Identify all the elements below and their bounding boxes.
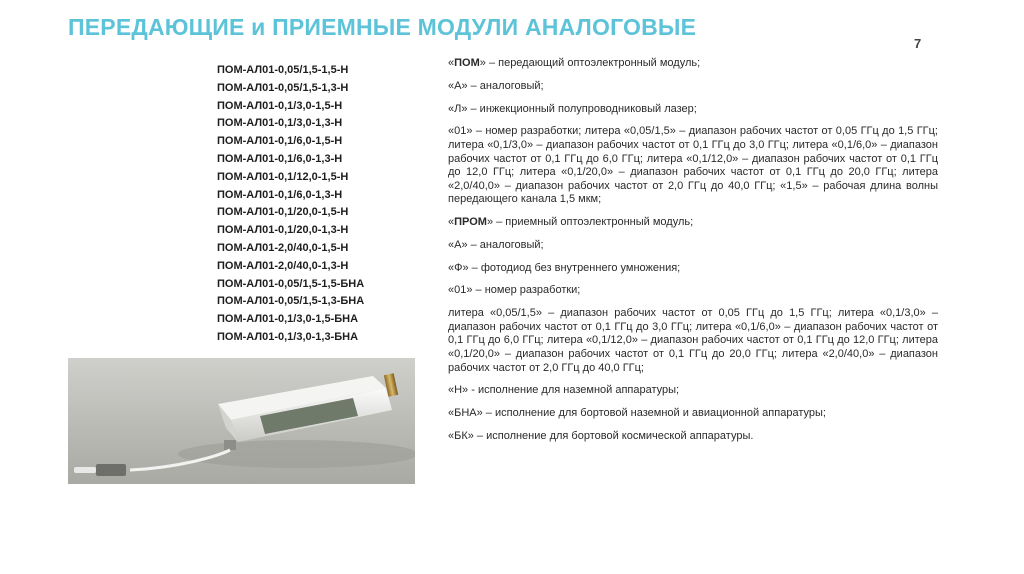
model-item: ПОМ-АЛ01-0,1/6,0-1,3-Н	[217, 152, 343, 165]
desc-litera: литера «0,05/1,5» – диапазон рабочих частот от 0,05 ГГц до 1,5 ГГц; литера «0,1/3,0» – диапазон рабочих частот от 0,1 ГГц до 3,0 ГГц; литера «0,1/6,0» – диапазон рабочих частот от 0,1 ГГц до 6,0 ГГц; литера «0,1/12,0» – диапазон рабочих частот от 0,1 ГГц до 12,0 ГГц; литера «0,1/20,0» – диапазон рабочих частот от 0,1 ГГц до 20,0 ГГц; литера «2,0/40,0» – диапазон рабочих частот от 2,0 ГГц до 40,0 ГГц;	[448, 307, 938, 374]
model-item: ПОМ-АЛ01-0,1/6,0-1,3-Н	[217, 188, 343, 201]
desc-prom-rest: » – приемный оптоэлектронный модуль;	[486, 216, 694, 229]
desc-prom-term: ПРОМ	[454, 216, 487, 229]
fiber-ferrule	[74, 467, 96, 473]
page-title: ПЕРЕДАЮЩИЕ и ПРИЕМНЫЕ МОДУЛИ АНАЛОГОВЫЕ	[68, 14, 697, 40]
fiber-connector	[96, 464, 126, 476]
desc-a-transmit: «А» – аналоговый;	[448, 79, 544, 92]
description-block	[448, 57, 938, 453]
desc-prom-open: «	[448, 216, 455, 229]
desc-bna: «БНА» – исполнение для бортовой наземной и авиационной аппаратуры;	[448, 407, 826, 420]
model-item: ПОМ-АЛ01-0,1/12,0-1,5-Н	[217, 170, 349, 183]
desc-prom	[448, 216, 938, 230]
desc-pom-term: ПОМ	[454, 57, 480, 69]
desc-h: «Н» - исполнение для наземной аппаратуры;	[448, 384, 680, 397]
desc-l: «Л» – инжекционный полупроводниковый лазер;	[448, 102, 697, 115]
model-item: ПОМ-АЛ01-0,1/6,0-1,5-Н	[217, 135, 343, 148]
model-item: ПОМ-АЛ01-2,0/40,0-1,3-Н	[217, 259, 349, 272]
page-number: 7	[914, 36, 922, 51]
desc-f: «Ф» – фотодиод без внутреннего умножения;	[448, 261, 681, 274]
model-item: ПОМ-АЛ01-0,1/3,0-1,3-БНА	[217, 330, 359, 343]
desc-pom	[448, 57, 938, 71]
model-item: ПОМ-АЛ01-0,1/3,0-1,5-Н	[217, 99, 343, 112]
model-list	[217, 62, 364, 347]
module-photo	[68, 358, 415, 484]
model-item: ПОМ-АЛ01-0,1/20,0-1,5-Н	[217, 206, 349, 219]
model-item: ПОМ-АЛ01-0,1/20,0-1,3-Н	[217, 224, 349, 237]
module-shadow	[178, 440, 415, 468]
model-item: ПОМ-АЛ01-0,05/1,5-1,3-БНА	[217, 295, 365, 308]
model-item: ПОМ-АЛ01-0,05/1,5-1,5-Н	[217, 64, 349, 76]
desc-pom-open: «	[448, 57, 455, 69]
model-item: ПОМ-АЛ01-2,0/40,0-1,5-Н	[217, 241, 349, 254]
desc-bk: «БК» – исполнение для бортовой космической аппаратуры.	[448, 429, 754, 442]
optical-connector	[224, 440, 236, 450]
desc-a-receive: «А» – аналоговый;	[448, 238, 544, 251]
desc-01-long: «01» – номер разработки; литера «0,05/1,5» – диапазон рабочих частот от 0,05 ГГц до 1,5 ГГц; литера «0,1/3,0» – диапазон рабочих частот от 0,1 ГГц до 3,0 ГГц; литера «0,1/6,0» – диапазон рабочих частот от 0,1 ГГц до 6,0 ГГц; литера «0,1/12,0» – диапазон рабочих частот от 0,1 ГГц до 12,0 ГГц; литера «0,1/20,0» – диапазон рабочих частот от 0,1 ГГц до 20,0 ГГц; литера «2,0/40,0» – диапазон рабочих частот от 2,0 ГГц до 40,0 ГГц; «1,5» – рабочая длина волны передающего канала 1,5 мкм;	[448, 125, 938, 206]
desc-01: «01» – номер разработки;	[448, 284, 581, 297]
model-item: ПОМ-АЛ01-0,1/3,0-1,5-БНА	[217, 313, 359, 326]
model-item: ПОМ-АЛ01-0,05/1,5-1,3-Н	[217, 81, 349, 94]
module-photo-svg	[68, 358, 415, 484]
model-item: ПОМ-АЛ01-0,1/3,0-1,3-Н	[217, 117, 343, 130]
desc-pom-rest: » – передающий оптоэлектронный модуль;	[479, 57, 701, 69]
model-item: ПОМ-АЛ01-0,05/1,5-1,5-БНА	[217, 277, 365, 290]
